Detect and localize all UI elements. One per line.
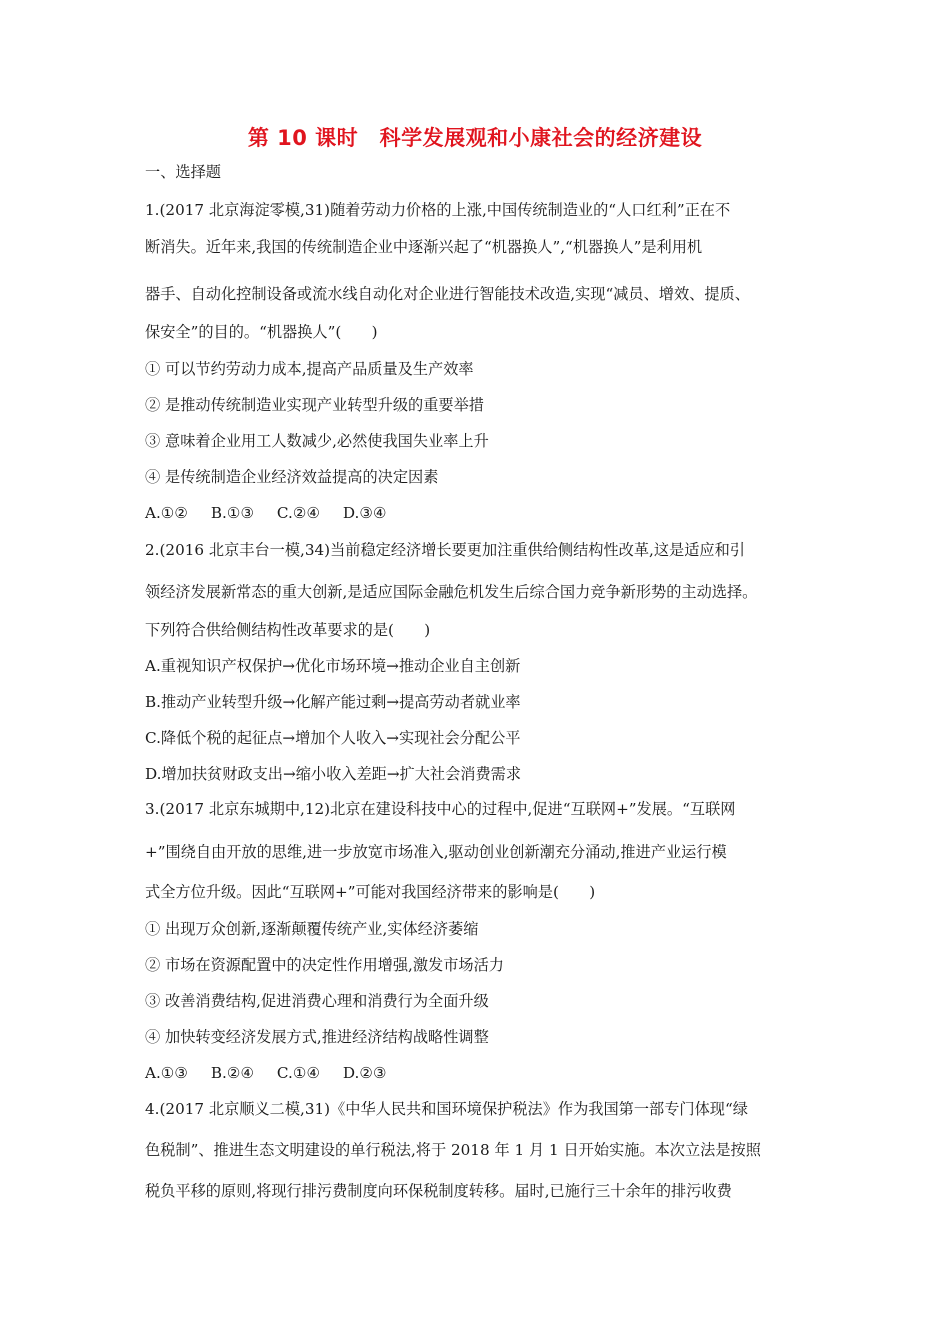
q1-options	[145, 503, 405, 523]
q3-statement-3: ③ 改善消费结构,促进消费心理和消费行为全面升级	[145, 992, 489, 1010]
q3-statement-1: ① 出现万众创新,逐渐颠覆传统产业,实体经济萎缩	[145, 920, 479, 938]
q3-stem-line-3: 式全方位升级。因此“互联网+”可能对我国经济带来的影响是( )	[145, 883, 596, 901]
q1-stem-line-3: 器手、自动化控制设备或流水线自动化对企业进行智能技术改造,实现“减员、增效、提质、	[145, 285, 750, 303]
q1-statement-1: ① 可以节约劳动力成本,提高产品质量及生产效率	[145, 360, 474, 378]
q3-option-b[interactable]: B.②④	[210, 1064, 255, 1082]
q1-stem-line-2: 断消失。近年来,我国的传统制造企业中逐渐兴起了“机器换人”,“机器换人”是利用机	[145, 238, 703, 256]
q4-stem-line-2: 色税制”、推进生态文明建设的单行税法,将于 2018 年 1 月 1 日开始实施。本次立法是按照	[145, 1141, 761, 1159]
q2-choice-b[interactable]: B.推动产业转型升级→化解产能过剩→提高劳动者就业率	[145, 693, 521, 711]
q2-choice-c[interactable]: C.降低个税的起征点→增加个人收入→实现社会分配公平	[145, 729, 521, 747]
q3-option-d[interactable]: D.②③	[342, 1064, 387, 1082]
q1-option-a[interactable]: A.①②	[145, 504, 189, 522]
q3-stem-line-1: 3.(2017 北京东城期中,12)北京在建设科技中心的过程中,促进“互联网+”发展。“互联网	[145, 800, 736, 818]
q4-stem-line-3: 税负平移的原则,将现行排污费制度向环保税制度转移。届时,已施行三十余年的排污收费	[145, 1182, 732, 1200]
q1-stem-line-4: 保安全”的目的。“机器换人”( )	[145, 323, 378, 341]
q2-stem-line-1: 2.(2016 北京丰台一模,34)当前稳定经济增长要更加注重供给侧结构性改革,这是适应和引	[145, 541, 745, 559]
q2-stem-line-3: 下列符合供给侧结构性改革要求的是( )	[145, 621, 431, 639]
q3-statement-4: ④ 加快转变经济发展方式,推进经济结构战略性调整	[145, 1028, 489, 1046]
q1-option-b[interactable]: B.①③	[210, 504, 255, 522]
q1-option-d[interactable]: D.③④	[342, 504, 387, 522]
q3-stem-line-2: +”围绕自由开放的思维,进一步放宽市场准入,驱动创业创新潮充分涌动,推进产业运行模	[145, 843, 727, 861]
q1-stem-line-1: 1.(2017 北京海淀零模,31)随着劳动力价格的上涨,中国传统制造业的“人口红利”正在不	[145, 201, 731, 219]
page-title: 第 10 课时 科学发展观和小康社会的经济建设	[247, 126, 703, 150]
q3-options	[145, 1063, 405, 1083]
q1-statement-3: ③ 意味着企业用工人数减少,必然使我国失业率上升	[145, 432, 489, 450]
q3-option-c[interactable]: C.①④	[276, 1064, 321, 1082]
q1-option-c[interactable]: C.②④	[276, 504, 321, 522]
q2-stem-line-2: 领经济发展新常态的重大创新,是适应国际金融危机发生后综合国力竞争新形势的主动选择。	[145, 583, 758, 601]
section-heading: 一、选择题	[145, 163, 221, 181]
q3-statement-2: ② 市场在资源配置中的决定性作用增强,激发市场活力	[145, 956, 504, 974]
q1-statement-4: ④ 是传统制造企业经济效益提高的决定因素	[145, 468, 439, 486]
q3-option-a[interactable]: A.①③	[145, 1064, 189, 1082]
q2-choice-a[interactable]: A.重视知识产权保护→优化市场环境→推动企业自主创新	[145, 657, 521, 675]
q1-statement-2: ② 是推动传统制造业实现产业转型升级的重要举措	[145, 396, 484, 414]
q2-choice-d[interactable]: D.增加扶贫财政支出→缩小收入差距→扩大社会消费需求	[145, 765, 522, 783]
q4-stem-line-1: 4.(2017 北京顺义二模,31)《中华人民共和国环境保护税法》作为我国第一部专门体现“绿	[145, 1100, 748, 1118]
